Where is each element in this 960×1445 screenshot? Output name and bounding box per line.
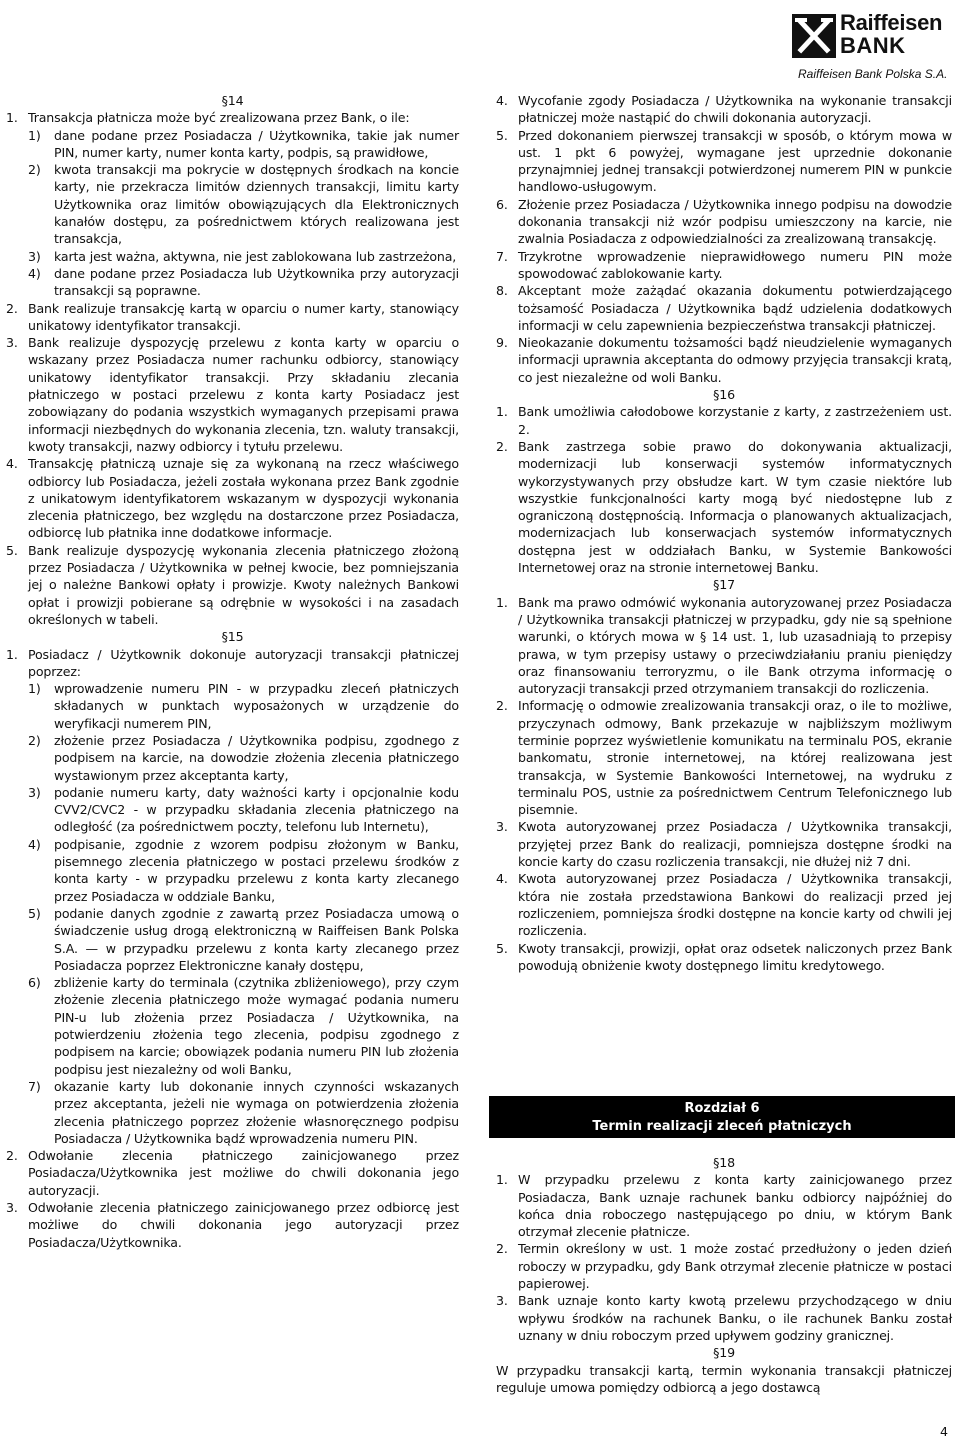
list-marker: 2): [28, 732, 41, 748]
list-text: podpisanie, zgodnie z wzorem podpisu złożonym w Banku, pisemnego zlecenia płatniczego w postaci przelewu środków z konta karty - w przypadku przelewu z konta karty zlecanego przez Posiadacza w oddziale Banku,: [54, 836, 459, 904]
list-marker: 2.: [6, 300, 18, 316]
list-item: [6, 542, 459, 628]
list-text: Bank umożliwia całodobowe korzystanie z karty, z zastrzeżeniem ust. 2.: [518, 404, 952, 437]
list-item: [6, 646, 459, 681]
list-marker: 4): [28, 836, 41, 852]
list-text: dane podane przez Posiadacza lub Użytkownika przy autoryzacji transakcji są poprawne.: [54, 265, 459, 299]
list-item: [496, 818, 952, 870]
logo-subtitle: Raiffeisen Bank Polska S.A.: [798, 67, 948, 81]
list-marker: 1): [28, 127, 41, 143]
list-text: Posiadacz / Użytkownik dokonuje autoryzacji transakcji płatniczej poprzez:: [28, 646, 459, 679]
section-heading: §18: [713, 1155, 735, 1170]
list-text: Odwołanie zlecenia płatniczego zainicjowanego przez odbiorcę jest możliwe do chwili dokonania jego autoryzacji przez Posiadacza/Użytkownika.: [28, 1200, 459, 1250]
section-heading: §14: [221, 93, 244, 108]
list-item: [496, 282, 952, 334]
list-text: kwota transakcji ma pokrycie w dostępnych środkach na koncie karty, nie przekracza limitów dziennych transakcji, limitu karty Użytkownika oraz limitów obowiązujących dla Elektronicznych kanałów dostępu, za pośrednictwem których realizowana jest transakcja,: [54, 162, 459, 247]
list-text: złożenie przez Posiadacza / Użytkownika podpisu, zgodnego z podpisem na karcie, na dowodzie złożenia zlecenia płatniczego wystawionym przez akceptanta karty,: [54, 732, 459, 783]
list-text: Informację o odmowie zrealizowania transakcji oraz, o ile to możliwe, przyczynach odmowy, Bank przekazuje w najbliższym możliwym terminie poprzez wyświetlenie komunikatu na terminalu POS, ekranie bankomatu, stronie internetowej, na której realizowana jest transakcja, w Systemie Bankowości Internetowej, na wydruku z terminalu POS, ustnie za pośrednictwem Centrum Telefonicznego lub pisemnie.: [518, 698, 952, 818]
list-marker: 5.: [6, 542, 18, 558]
sub-list-item: [6, 836, 459, 905]
list-text: Złożenie przez Posiadacza / Użytkownika innego podpisu na dowodzie dokonania transakcji niż wzór podpisu umieszczony na karcie, nie zwalnia Posiadacza z odpowiedzialności za zrealizowaną transakcję.: [518, 196, 952, 247]
list-item: [496, 1171, 952, 1240]
list-item: [6, 1199, 459, 1251]
list-text: W przypadku przelewu z konta karty zainicjowanego przez Posiadacza, Bank uznaje rachunek banku odbiorcy najpóźniej do końca dnia roboczego następującego po dniu, w którym Bank otrzymał zlecenie płatnicze.: [518, 1172, 952, 1240]
list-marker: 3.: [6, 1200, 18, 1215]
sub-list-item: [6, 784, 459, 836]
list-text: podanie danych zgodnie z zawartą przez Posiadacza umową o świadczenie usług drogą elektroniczną w Raiffeisen Bank Polska S.A. — w przypadku przelewu z konta karty zlecanego przez Posiadacza poprzez Elektroniczne kanały dostępu,: [54, 905, 459, 973]
list-marker: 4.: [496, 871, 508, 887]
right-column: [496, 92, 952, 974]
list-marker: 2.: [496, 438, 508, 454]
list-marker: 2.: [496, 698, 508, 714]
list-text: okazanie karty lub dokonanie innych czynności wskazanych przez akceptanta, jeżeli nie wymaga on potwierdzenia złożenia zlecenia płatniczego poprzez złożenie własnoręcznego podpisu Posiadacza / Użytkownika bądź wprowadzenia numeru PIN.: [54, 1078, 459, 1146]
list-text: Transakcję płatniczą uznaje się za wykonaną na rzecz właściwego odbiorcy lub Posiadacza, jeżeli została wykonana przez Bank zgodnie z unikatowym identyfikatorem wskazanym w dyspozycji wykonania zlecenia płatniczego, bez względu na dostarczone przez Posiadacza, odbiorcę lub płatnika inne dodatkowe informacje.: [28, 456, 459, 541]
list-text: Kwota autoryzowanej przez Posiadacza / Użytkownika transakcji, przyjętej przez Bank do realizacji, pomniejsza dostępne środki na koncie karty do czasu rozliczenia transakcji, nie dłużej niż 7 dni.: [518, 819, 952, 870]
list-item: [6, 109, 459, 126]
list-text: podanie numeru karty, daty ważności karty i opcjonalnie kodu CVV2/CVC2 - w przypadku składania zlecenia płatniczego na odległość (za pośrednictwem poczty, telefonu lub Internetu),: [54, 784, 459, 835]
list-marker: 1.: [496, 1172, 508, 1188]
section-heading: §16: [713, 387, 735, 403]
list-text: Bank uznaje konto karty kwotą przelewu przychodzącego w dniu wpływu środków na rachunek Banku, o ile rachunek Banku został uznany w dniu roboczym przed upływem godziny granicznej.: [518, 1293, 952, 1343]
sub-list-item: [6, 161, 459, 247]
sub-list-item: [6, 974, 459, 1078]
list-text: Termin określony w ust. 1 może zostać przedłużony o jeden dzień roboczy w przypadku, gdy Bank otrzymał zlecenie płatnicze w postaci papierowej.: [518, 1241, 952, 1292]
list-item: [496, 1292, 952, 1344]
list-marker: 4): [28, 265, 41, 281]
list-text: Bank zastrzega sobie prawo do dokonywania aktualizacji, modernizacji lub konserwacji systemów informatycznych wykorzystywanych przy obsłudze kart. W tym czasie niektóre lub wszystkie funkcjonalności karty mogą być niedostępne lub z ograniczoną dostępnością. Informacja o planowanych aktualizacjach, modernizacjach lub konserwacjach systemów informatycznych dostępna jest w oddziałach Banku, w Systemie Bankowości Internetowej oraz na stronie internetowej Banku.: [518, 438, 952, 576]
list-item: [6, 334, 459, 455]
sub-list-item: [6, 680, 459, 732]
list-marker: 3): [28, 248, 41, 264]
list-marker: 5.: [496, 940, 508, 956]
list-text: Transakcja płatnicza może być zrealizowana przez Bank, o ile:: [28, 110, 410, 126]
list-marker: 5.: [496, 127, 508, 143]
chapter-title: Rozdział 6: [684, 1101, 760, 1116]
list-marker: 2): [28, 162, 41, 178]
list-item: [6, 1147, 459, 1199]
list-item: [496, 334, 952, 386]
list-marker: 3.: [6, 335, 18, 351]
list-text: Bank realizuje dyspozycję przelewu z konta karty w oparciu o wskazany przez Posiadacza numer rachunku odbiorcy, stanowiący unikatowy identyfikator transakcji. Przy składaniu zlecania płatniczego w postaci przelewu z konta karty Posiadacz jest zobowiązany do podania wszystkich wymaganych przepisami prawa informacji niezbędnych do wykonania zlecenia, tzn. waluty transakcji, kwoty transakcji, nazwy odbiorcy i tytułu przelewu.: [28, 335, 459, 454]
list-marker: 8.: [496, 283, 508, 299]
list-marker: 3.: [496, 819, 508, 835]
list-text: Przed dokonaniem pierwszej transakcji w sposób, o którym mowa w ust. 1 pkt 6 powyżej, wymagane jest uprzednie dokonanie przynajmniej jednej transakcji potwierdzonej numerem PIN w punkcie handlowo-usługowym.: [518, 127, 952, 195]
section-heading: §19: [713, 1345, 735, 1361]
section-heading: §15: [221, 629, 244, 645]
sub-list-item: [6, 905, 459, 974]
list-item: [496, 92, 952, 127]
list-text: Odwołanie zlecenia płatniczego zainicjowanego przez Posiadacza/Użytkownika jest możliwe do chwili dokonania jego autoryzacji.: [28, 1148, 459, 1198]
list-item: [496, 403, 952, 438]
list-marker: 1.: [6, 110, 18, 126]
list-marker: 3): [28, 784, 41, 800]
list-marker: 3.: [496, 1293, 508, 1309]
list-marker: 2.: [6, 1148, 18, 1164]
list-item: [496, 697, 952, 818]
chapter-subtitle: Termin realizacji zleceń płatniczych: [592, 1119, 852, 1134]
list-text: Kwoty transakcji, prowizji, opłat oraz odsetek naliczonych przez Bank powodują obniżenie kwoty dostępnego limitu kredytowego.: [518, 940, 952, 973]
list-marker: 7): [28, 1078, 41, 1094]
sub-list-item: [6, 265, 459, 300]
right-column-lower: [496, 1154, 952, 1396]
list-text: karta jest ważna, aktywna, nie jest zablokowana lub zastrzeżona,: [54, 248, 457, 264]
chapter-heading-box: [489, 1096, 955, 1138]
list-text: Bank realizuje transakcję kartą w oparciu o numer karty, stanowiący unikatowy identyfikator transakcji.: [28, 300, 459, 333]
list-marker: 4.: [6, 456, 18, 472]
list-marker: 4.: [496, 93, 508, 108]
list-item: [6, 300, 459, 335]
list-text: Bank realizuje dyspozycję wykonania zlecenia płatniczego złożoną przez Posiadacza / Użytkownika w pełnej kwocie, bez pomniejszania jej o należne Bankowi opłaty i prowizje. Kwoty należnych Bankowi opłat i prowizji pobierane są odrębnie w wysokości i na zasadach określonych w tabeli.: [28, 542, 459, 627]
raiffeisen-logo: [792, 8, 956, 80]
raiffeisen-gable-cross-icon: [792, 14, 836, 58]
list-text: dane podane przez Posiadacza / Użytkownika, takie jak numer PIN, numer karty, numer konta karty, podpis, są prawidłowe,: [54, 127, 459, 160]
left-column: [6, 92, 459, 1251]
list-text: Wycofanie zgody Posiadacza / Użytkownika na wykonanie transakcji płatniczej może nastąpić do chwili dokonania autoryzacji.: [518, 93, 952, 126]
list-text: Nieokazanie dokumentu tożsamości bądź nieudzielenie wymaganych informacji uprawnia akceptanta do odmowy przyjęcia transakcji kratą, co jest niezależne od woli Banku.: [518, 335, 952, 385]
sub-list-item: [6, 248, 459, 265]
logo-name-line-1: Raiffeisen: [840, 10, 943, 35]
list-marker: 6): [28, 975, 41, 991]
list-item: [496, 438, 952, 576]
list-item: [496, 248, 952, 283]
list-text: zbliżenie karty do terminala (czytnika zbliżeniowego), przy czym złożenie zlecenia płatniczego może wymagać podania numeru PIN-u lub złożenia przez Posiadacza / Użytkownika, na potwierdzeniu złożenia tego zlecenia, podpisu zgodnego z podpisem na karcie; obowiązek podania numeru PIN lub złożenia podpisu jest niezależny od woli Banku,: [54, 975, 459, 1077]
sub-list-item: [6, 1078, 459, 1147]
list-text: wprowadzenie numeru PIN - w przypadku zleceń płatniczych składanych w punktach wyposażonych w urządzenie do weryfikacji numerem PIN,: [54, 681, 459, 731]
page-number: 4: [940, 1424, 949, 1439]
list-item: [496, 940, 952, 975]
list-item: [496, 196, 952, 248]
list-item: [496, 1240, 952, 1292]
paragraph: W przypadku transakcji kartą, termin wykonania transakcji płatniczej reguluje umowa pomiędzy odbiorcą a jego dostawcą: [496, 1362, 952, 1395]
list-marker: 7.: [496, 248, 508, 264]
list-text: Trzykrotne wprowadzenie nieprawidłowego numeru PIN może spowodować zablokowanie karty.: [518, 248, 952, 281]
list-item: [496, 594, 952, 698]
list-item: [496, 127, 952, 196]
list-marker: 1.: [496, 594, 508, 610]
list-marker: 1): [28, 681, 41, 697]
list-item: [496, 870, 952, 939]
list-marker: 2.: [496, 1241, 508, 1257]
section-heading: §17: [713, 577, 735, 593]
sub-list-item: [6, 127, 459, 162]
list-marker: 6.: [496, 196, 508, 212]
logo-name-line-2: BANK: [840, 33, 906, 58]
list-item: [6, 455, 459, 541]
list-text: Bank ma prawo odmówić wykonania autoryzowanej przez Posiadacza / Użytkownika transakcji płatniczej w przypadku, gdy nie są spełnione warunki, o których mowa w § 14 ust. 1, lub uzasadniają to przepisy prawa, w tym przepisy ustawy o przeciwdziałaniu praniu pieniędzy oraz finansowaniu terroryzmu, o ile Bank otrzyma informację o autoryzacji transakcji przed otrzymaniem transakcji do rozliczenia.: [518, 594, 952, 697]
list-marker: 1.: [6, 646, 18, 662]
sub-list-item: [6, 732, 459, 784]
list-marker: 1.: [496, 404, 508, 420]
list-marker: 5): [28, 905, 41, 921]
list-text: Kwota autoryzowanej przez Posiadacza / Użytkownika transakcji, która nie została przedstawiona Bankowi do realizacji przed jej rozliczeniem, pomniejsza środki dostępne na koncie karty od chwili jej rozliczenia.: [518, 871, 952, 939]
list-marker: 9.: [496, 335, 508, 351]
list-text: Akceptant może zażądać okazania dokumentu potwierdzającego tożsamość Posiadacza / Użytkownika bądź udzielenia dodatkowych informacji w celu zapewnienia bezpieczeństwa transakcji płatniczej.: [518, 283, 952, 333]
